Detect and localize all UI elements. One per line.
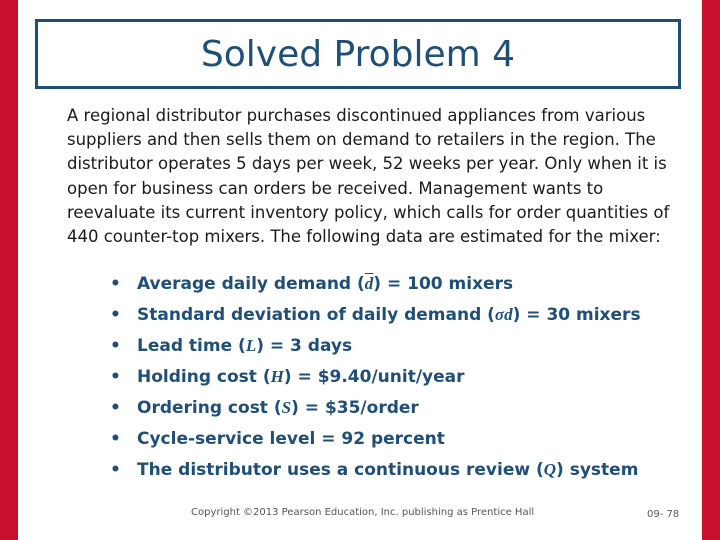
bullet-standard-deviation: • Standard deviation of daily demand (σd) = 30 mixers bbox=[110, 301, 670, 332]
bullet-review-system: • The distributor uses a continuous review (Q) system bbox=[110, 456, 670, 487]
bullet-dot: • bbox=[110, 460, 121, 480]
bullet-cycle-service-level: • Cycle-service level = 92 percent bbox=[110, 425, 670, 456]
data-bullet-list bbox=[110, 270, 670, 487]
intro-paragraph: A regional distributor purchases discontinued appliances from various suppliers and then sells them on demand to retailers in the region. The distributor operates 5 days per week, 52 weeks per year. Only when it is open for business can orders be received. Management wants to reevaluate its current inventory policy, which calls for order quantities of 440 counter-top mixers. The following data are estimated for the mixer: bbox=[67, 106, 670, 247]
bullet-average-daily-demand: • Average daily demand $(\overline{d}) = 100$ mixers bbox=[110, 270, 670, 301]
title-box bbox=[35, 19, 681, 89]
bullet-lead-time: • Lead time (L) = 3 days bbox=[110, 332, 670, 363]
copyright-footer: Copyright ©2013 Pearson Education, Inc. publishing as Prentice Hall bbox=[191, 507, 535, 518]
page-number: 09- 78 bbox=[647, 509, 680, 520]
slide-title: Solved Problem 4 bbox=[200, 33, 516, 75]
bullet-dot: • bbox=[110, 336, 121, 356]
slide bbox=[18, 0, 702, 540]
bullet-dot: • bbox=[110, 305, 121, 325]
bullet-dot: • bbox=[110, 429, 121, 449]
bullet-dot: • bbox=[110, 367, 121, 387]
bullet-holding-cost: • Holding cost (H) = $9.40/unit/year bbox=[110, 363, 670, 394]
bullet-dot: • bbox=[110, 398, 121, 418]
bullet-dot: • bbox=[110, 274, 121, 294]
bullet-ordering-cost: • Ordering cost (S) = $35/order bbox=[110, 394, 670, 425]
